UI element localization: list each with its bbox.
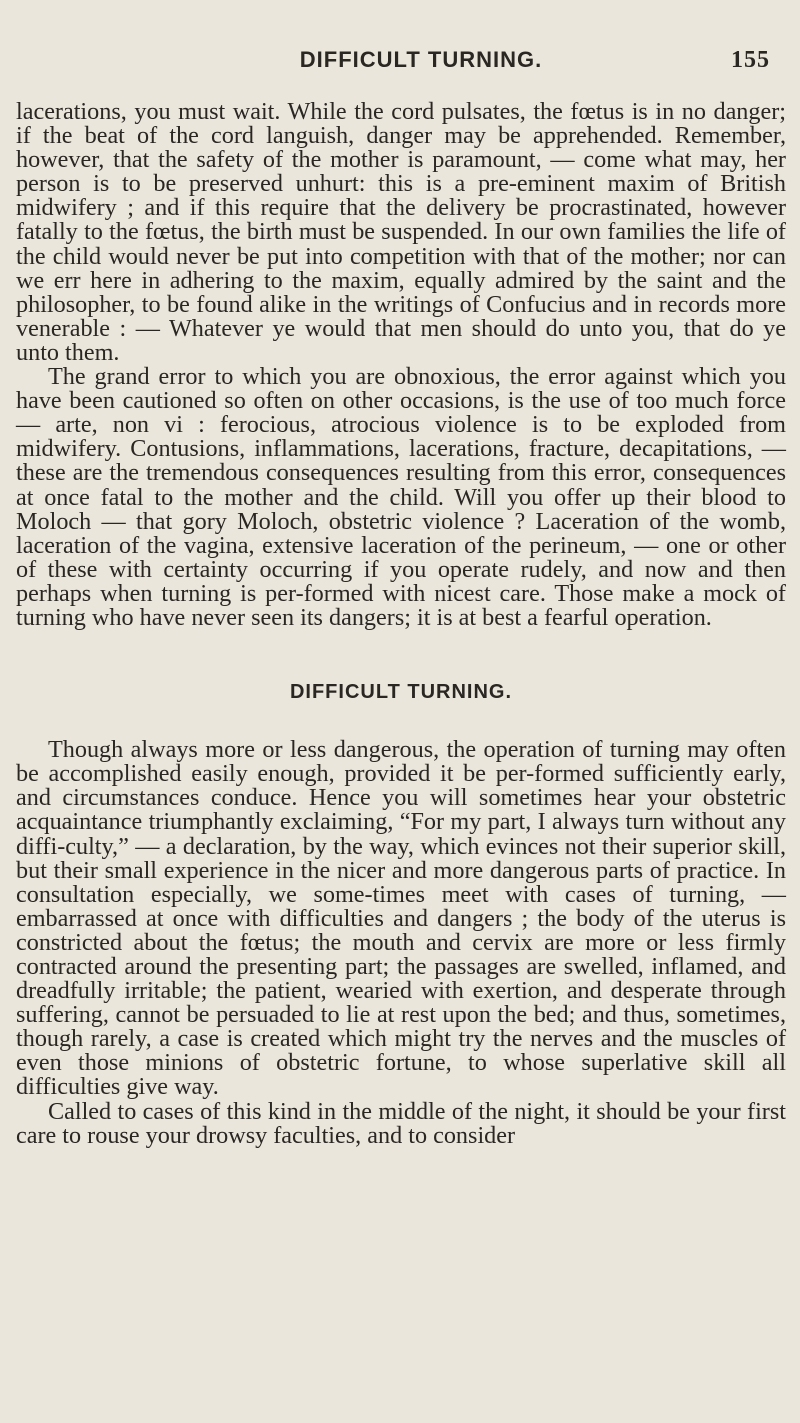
page-number: 155 (731, 47, 770, 73)
paragraph: Though always more or less dangerous, the operation of turning may often be accomplished easily enough, provided it be per-formed sufficiently early, and circumstances conduce. Hence you will sometimes hear your obstetric acquaintance triumphantly exclaiming, “For my part, I always turn without any diffi-culty,” — a declaration, by the way, which evinces not their superior skill, but their small experience in the nicer and more dangerous parts of practice. In consultation especially, we some-times meet with cases of turning, — embarrassed at once with difficulties and dangers ; the body of the uterus is constricted about the fœtus; the mouth and cervix are more or less firmly contracted around the presenting part; the passages are swelled, inflamed, and dreadfully irritable; the patient, wearied with exertion, and desperate through suffering, cannot be persuaded to lie at rest upon the bed; and thus, sometimes, though rarely, a case is created which might try the nerves and the muscles of even those minions of obstetric fortune, to whose superlative skill all difficulties give way. (16, 736, 786, 1101)
paragraph: Called to cases of this kind in the middle of the night, it should be your first care to rouse your drowsy faculties, and to consider (16, 1097, 786, 1149)
body-text (16, 100, 786, 1148)
running-head (16, 40, 786, 80)
paragraph: lacerations, you must wait. While the cord pulsates, the fœtus is in no danger; if the beat of the cord languish, danger may be apprehended. Remember, however, that the safety of the mother is paramount, — come what may, her person is to be preserved unhurt: this is a pre-eminent maxim of British midwifery ; and if this require that the delivery be procrastinated, however fatally to the fœtus, the birth must be suspended. In our own families the life of the child would never be put into competition with that of the mother; nor can we err here in adhering to the maxim, equally admired by the saint and the philosopher, to be found alike in the writings of Confucius and in records more venerable : — Whatever ye would that men should do unto you, that do ye unto them. (16, 98, 786, 366)
paragraph: The grand error to which you are obnoxious, the error against which you have been cautioned so often on other occasions, is the use of too much force — arte, non vi : ferocious, atrocious violence is to be exploded from midwifery. Contusions, inflammations, lacerations, fracture, decapitations, — these are the tremendous consequences resulting from this error, consequences at once fatal to the mother and the child. Will you offer up their blood to Moloch — that gory Moloch, obstetric violence ? Laceration of the womb, laceration of the vagina, extensive laceration of the perineum, — one or other of these with certainty occurring if you operate rudely, and now and then perhaps when turning is per-formed with nicest care. Those make a mock of turning who have never seen its dangers; it is at best a fearful operation. (16, 363, 786, 631)
running-title: DIFFICULT TURNING. (299, 47, 543, 72)
section-heading: DIFFICULT TURNING. (289, 681, 513, 704)
